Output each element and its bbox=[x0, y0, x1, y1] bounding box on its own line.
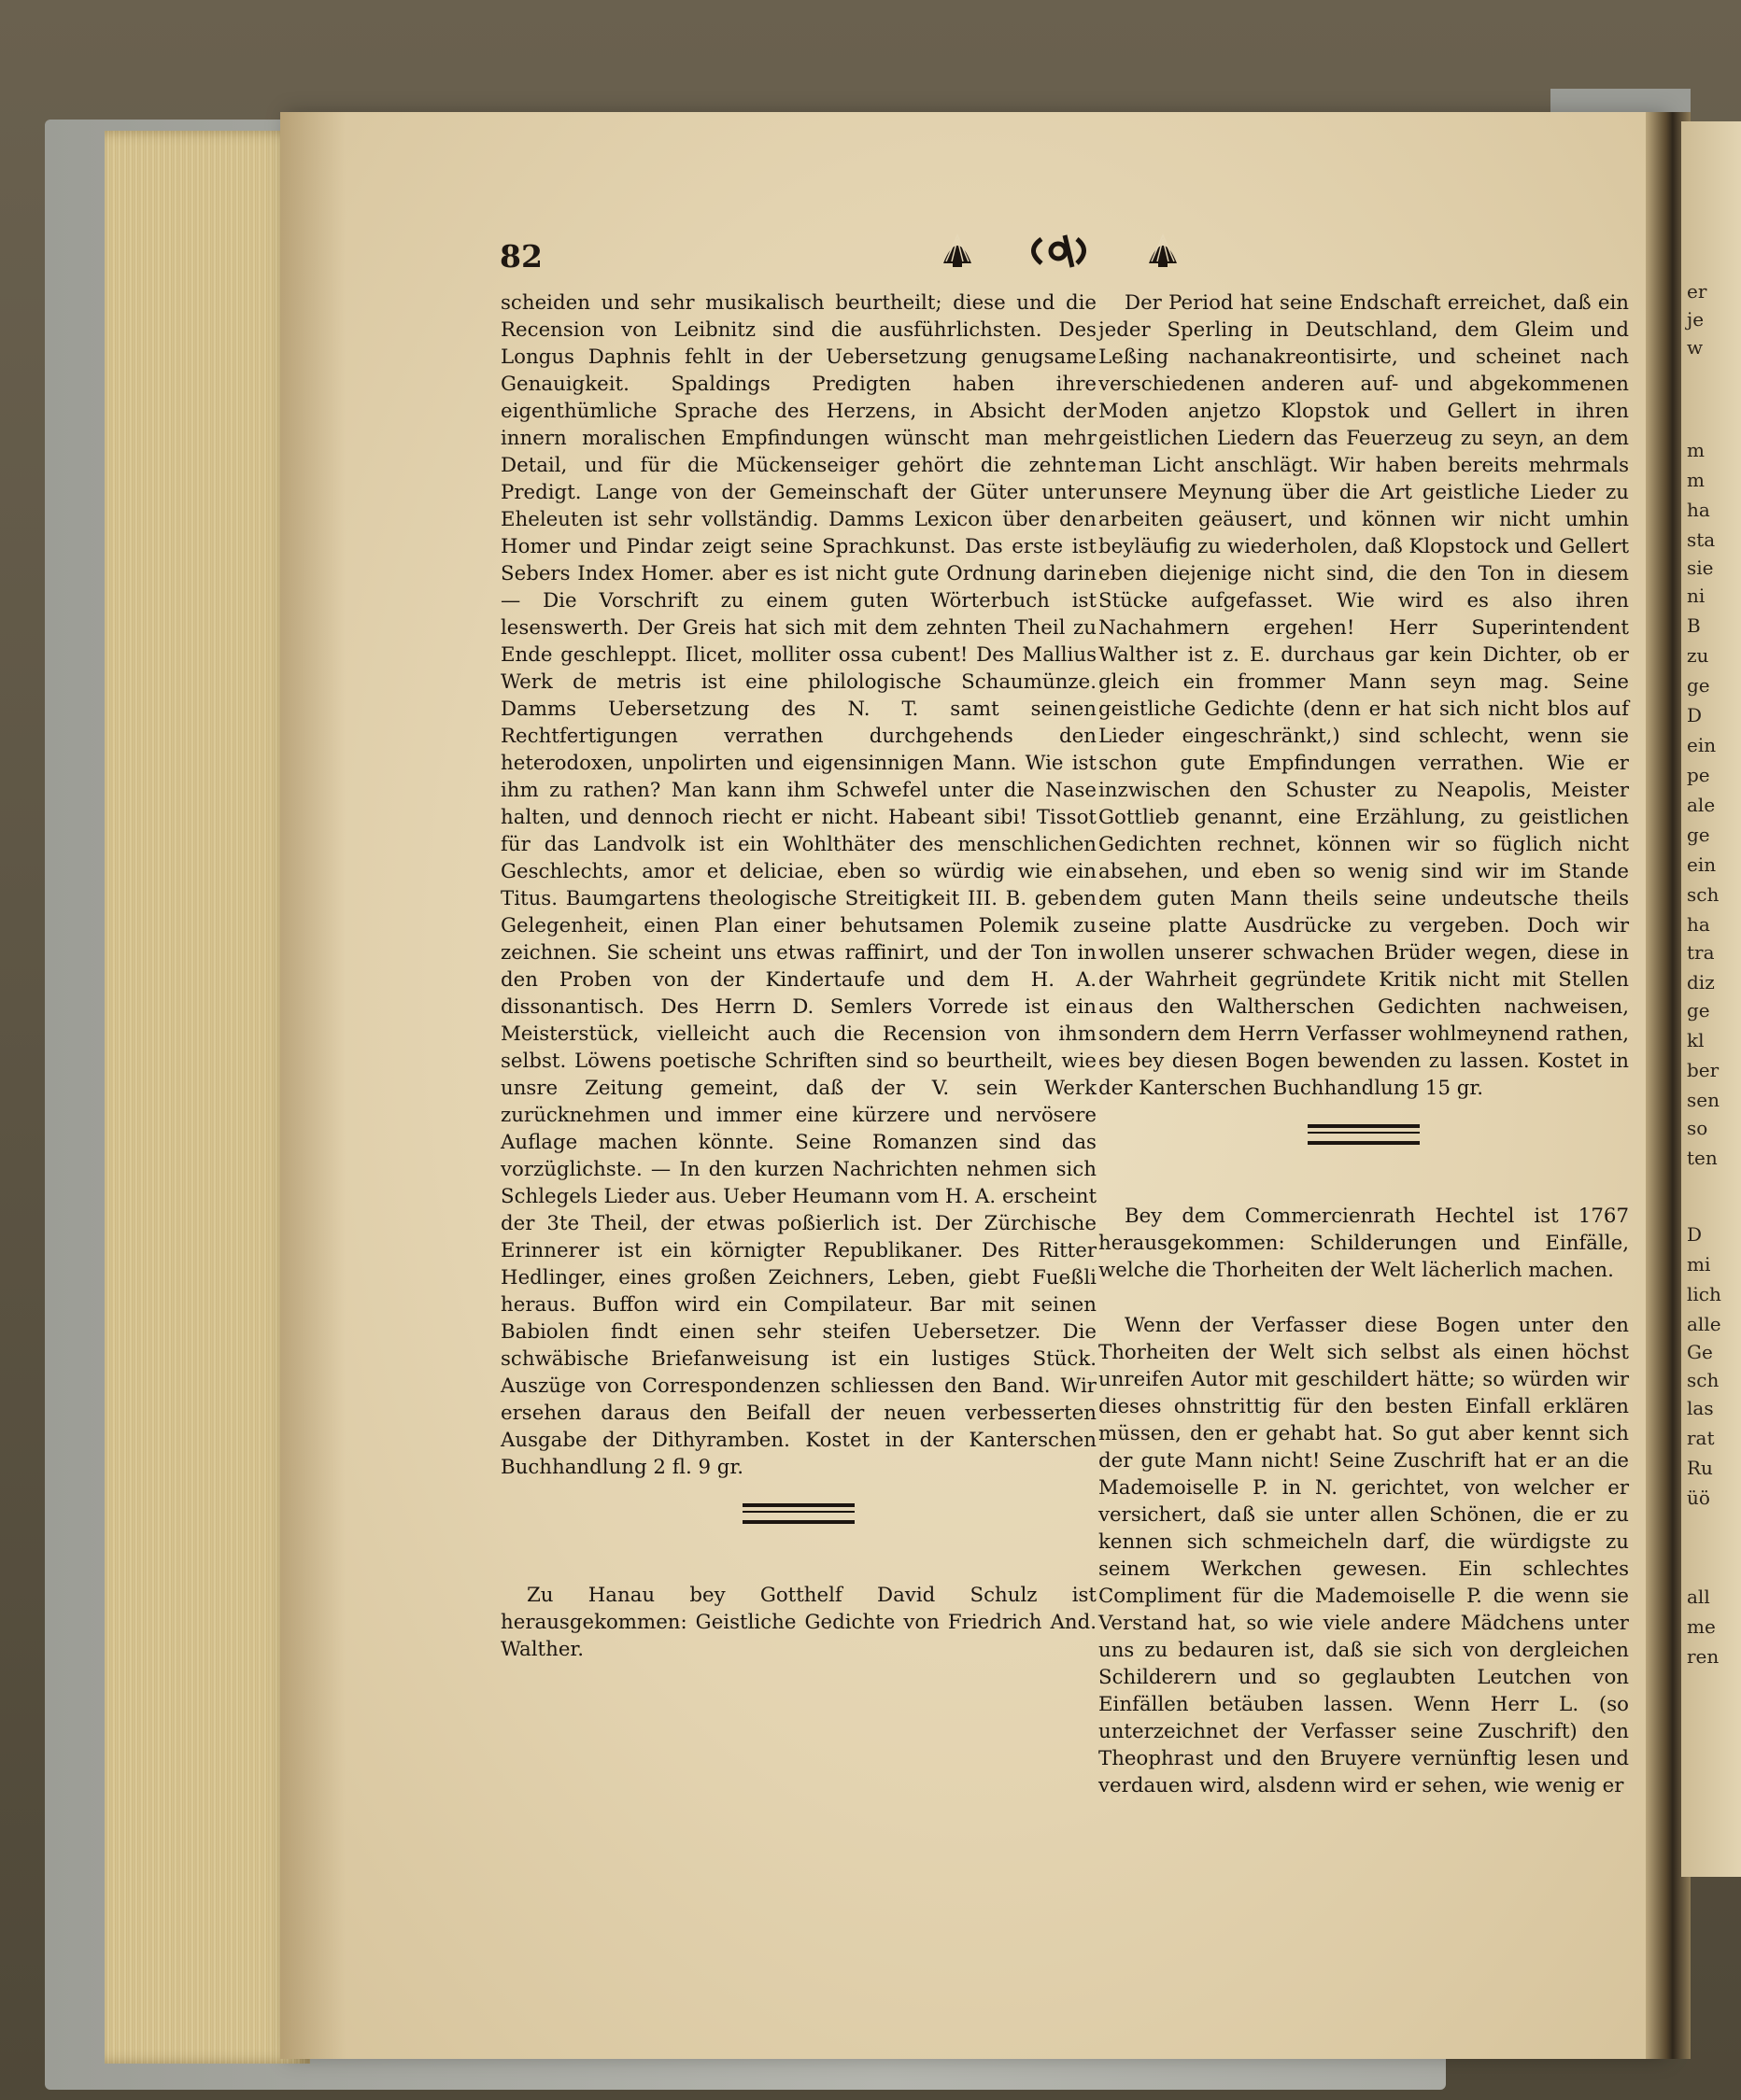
facing-page-text: üö bbox=[1687, 1487, 1710, 1509]
facing-page-text: me bbox=[1687, 1615, 1716, 1638]
facing-page-text: ge bbox=[1687, 674, 1710, 697]
review-paragraph: Wenn der Verfasser diese Bogen unter den Thorheiten der Welt sich selbst als einen höchst unreifen Autor mit geschildert hätte; so würden wir dieses ohnstrittig für den besten Einfall erklären müssen, den er gehabt hat. So gut aber kennt sich der gute Mann nicht! Seine Zuschrift hat er an die Mademoiselle P. in N. gerichtet, von welcher er versichert, daß sie unter allen Schönen, die er zu kennen sich schmeicheln darf, die würdigste zu seinem Werkchen gewesen. Ein schlechtes Compliment für die Mademoiselle P. die wenn sie Verstand hat, so wie viele andere Mädchens unter uns zu bedauren ist, daß sie sich von dergleichen Schilderern und so geglaubten Leutchen von Einfällen betäuben lassen. Wenn Herr L. (so unterzeichnet der Verfasser seine Zuschrift) den Theophrast und den Bruyere vernünftig lesen und verdauen wird, alsdenn wird er sehen, wie wenig er bbox=[1098, 1314, 1629, 1797]
facing-page-text: zu bbox=[1687, 644, 1709, 667]
facing-page-text: mi bbox=[1687, 1253, 1711, 1276]
facing-page-text: m bbox=[1687, 469, 1705, 491]
review-paragraph: scheiden und sehr musikalisch beurtheilt; diese und die Recension von Leibnitz sind die ausführlichsten. Des Longus Daphnis fehlt in der Uebersetzung genugsame Genauigkeit. Spaldings Predigten haben ihre eigenthümliche Sprache des Herzens, in Absicht der innern moralischen Empfindungen wünscht man mehr Detail, und für die Mückenseiger gehört die zehnte Predigt. Lange von der Gemeinschaft der Güter unter Eheleuten ist sehr vollständig. Damms Lexicon über den Homer und Pindar zeigt seine Sprachkunst. Das erste ist Sebers Index Homer. aber es ist nicht gute Ordnung darin — Die Vorschrift zu einem guten Wörterbuch ist lesenswerth. Der Greis hat sich mit dem zehnten Theil zu Ende geschleppt. Ilicet, molliter ossa cubent! Des Mallius Werk de metris ist eine philologische Schaumünze. Damms Uebersetzung des N. T. samt seinen Rechtfertigungen verrathen durchgehends den heterodoxen, unpolirten und eigensinnigen Mann. Wie ist ihm zu rathen? Man kann ihm Schwefel unter die Nase halten, und dennoch riecht er nicht. Habeant sibi! Tissot für das Landvolk ist ein Wohlthäter des menschlichen Geschlechts, amor et deliciae, eben so würdig wie ein Titus. Baumgartens theologische Streitigkeit III. B. geben Gelegenheit, einen Plan einer behutsamen Polemik zu zeichnen. Sie scheint uns etwas raffinirt, und der Ton in den Proben von der Kindertaufe und dem H. A. dissonantisch. Des Herrn D. Semlers Vorrede ist ein Meisterstück, vielleicht auch die Recension von ihm selbst. Löwens poetische Schriften sind so beurtheilt, wie unsre Zeitung gemeint, daß der V. sein Werk zurücknehmen und immer eine kürzere und nervösere Auflage machen könnte. Seine Romanzen sind das vorzüglichste. — In den kurzen Nachrichten nehmen sich Schlegels Lieder aus. Ueber Heumann vom H. A. erscheint der 3te Theil, der etwas poßierlich ist. Der Zürchische Erinnerer ist ein körnigter Republikaner. Des Ritter Hedlinger, eines großen Zeichners, Leben, giebt Fueßli heraus. Buffon wird ein Compilateur. Bar mit seinen Babiolen findt einen sehr steifen Uebersetzer. Die schwäbische Briefanweisung ist ein lustiges Stück. Auszüge von Correspondenzen schliessen den Band. Wir ersehen daraus den Beifall der neuen verbesserten Ausgabe der Dithyramben. Kostet in der Kanterschen Buchhandlung 2 fl. 9 gr. bbox=[501, 291, 1097, 1479]
facing-page-text: ge bbox=[1687, 999, 1710, 1022]
shell-ornament-icon bbox=[925, 226, 1205, 273]
facing-page-text: sie bbox=[1687, 557, 1714, 579]
facing-page-text: m bbox=[1687, 439, 1705, 461]
facing-page-text: Ge bbox=[1687, 1341, 1713, 1363]
facing-page-text: D bbox=[1687, 704, 1703, 726]
left-column bbox=[501, 289, 1097, 1663]
book-announcement: Bey dem Commercienrath Hechtel ist 1767 herausgekommen: Schilderungen und Einfälle, welche die Thorheiten der Welt lächerlich machen. bbox=[1098, 1205, 1629, 1282]
facing-page-text: ge bbox=[1687, 824, 1710, 846]
facing-page-text: D bbox=[1687, 1223, 1703, 1246]
facing-page-text: je bbox=[1687, 308, 1705, 331]
facing-page-text: ha bbox=[1687, 499, 1710, 521]
facing-page-text: las bbox=[1687, 1397, 1714, 1419]
facing-page-text: alle bbox=[1687, 1313, 1721, 1335]
page-edges bbox=[105, 131, 310, 2064]
facing-page-text: ein bbox=[1687, 853, 1717, 876]
facing-page-text: sta bbox=[1687, 529, 1716, 551]
facing-page-text: sch bbox=[1687, 1369, 1720, 1391]
facing-page-text: sch bbox=[1687, 883, 1720, 906]
book-announcement: Zu Hanau bey Gotthelf David Schulz ist herausgekommen: Geistliche Gedichte von Friedrich And. Walther. bbox=[501, 1584, 1097, 1661]
facing-page-text: lich bbox=[1687, 1283, 1721, 1305]
facing-page-text: ale bbox=[1687, 794, 1716, 816]
page-number: 82 bbox=[500, 238, 543, 275]
facing-page-text: so bbox=[1687, 1117, 1708, 1139]
facing-page-text: ber bbox=[1687, 1059, 1720, 1081]
facing-page-fragment bbox=[1681, 121, 1741, 1877]
facing-page-text: ren bbox=[1687, 1645, 1720, 1668]
section-divider bbox=[1308, 1124, 1420, 1145]
facing-page-text: kl bbox=[1687, 1029, 1705, 1051]
section-divider bbox=[743, 1503, 855, 1524]
facing-page-text: pe bbox=[1687, 764, 1710, 786]
facing-page-text: B bbox=[1687, 614, 1701, 637]
facing-page-text: ein bbox=[1687, 734, 1717, 756]
facing-page-text: diz bbox=[1687, 971, 1715, 994]
facing-page-text: all bbox=[1687, 1586, 1710, 1608]
facing-page-text: ni bbox=[1687, 585, 1706, 607]
facing-page-text: w bbox=[1687, 336, 1704, 359]
facing-page-text: tra bbox=[1687, 941, 1715, 964]
facing-page-text: rat bbox=[1687, 1427, 1715, 1449]
facing-page-text: sen bbox=[1687, 1089, 1720, 1111]
review-paragraph: Der Period hat seine Endschaft erreichet, daß ein jeder Sperling in Deutschland, dem Gleim und Leßing nachanakreontisirte, und scheinet nach verschiedenen anderen auf- und abgekommenen Moden anjetzo Klopstok und Gellert in ihren geistlichen Liedern das Feuerzeug zu seyn, an dem man Licht anschlägt. Wir haben bereits mehrmals unsere Meynung über die Art geistliche Lieder zu arbeiten geäusert, und können wir nicht umhin beyläufig zu wiederholen, daß Klopstock und Gellert eben diejenige nicht sind, die den Ton in diesem Stücke aufgefasset. Wie wird es also ihren Nachahmern ergehen! Herr Superintendent Walther ist z. E. durchaus gar kein Dichter, ob er gleich ein frommer Mann seyn mag. Seine geistliche Gedichte (denn er hat sich nicht blos auf Lieder eingeschränkt,) sind schlecht, wenn sie schon gute Empfindungen verrathen. Wie er inzwischen den Schuster zu Neapolis, Meister Gottlieb genannt, eine Erzählung, zu geistlichen Gedichten rechnet, können wir so füglich nicht absehen, und eben so wenig sind wir im Stande dem guten Mann theils seine undeutsche theils seine platte Ausdrücke zu vergeben. Doch wir wollen unserer schwachen Brüder wegen, diese in der Wahrheit gegründete Kritik nicht mit Stellen aus den Waltherschen Gedichten nachweisen, sondern dem Herrn Verfasser wohlmeynend rathen, es bey diesen Bogen bewenden zu lassen. Kostet in der Kanterschen Buchhandlung 15 gr. bbox=[1098, 291, 1629, 1100]
facing-page-text: er bbox=[1687, 280, 1707, 303]
right-column bbox=[1098, 289, 1629, 1799]
facing-page-text: ten bbox=[1687, 1147, 1718, 1169]
facing-page-text: ha bbox=[1687, 913, 1710, 936]
facing-page-text: Ru bbox=[1687, 1457, 1713, 1479]
